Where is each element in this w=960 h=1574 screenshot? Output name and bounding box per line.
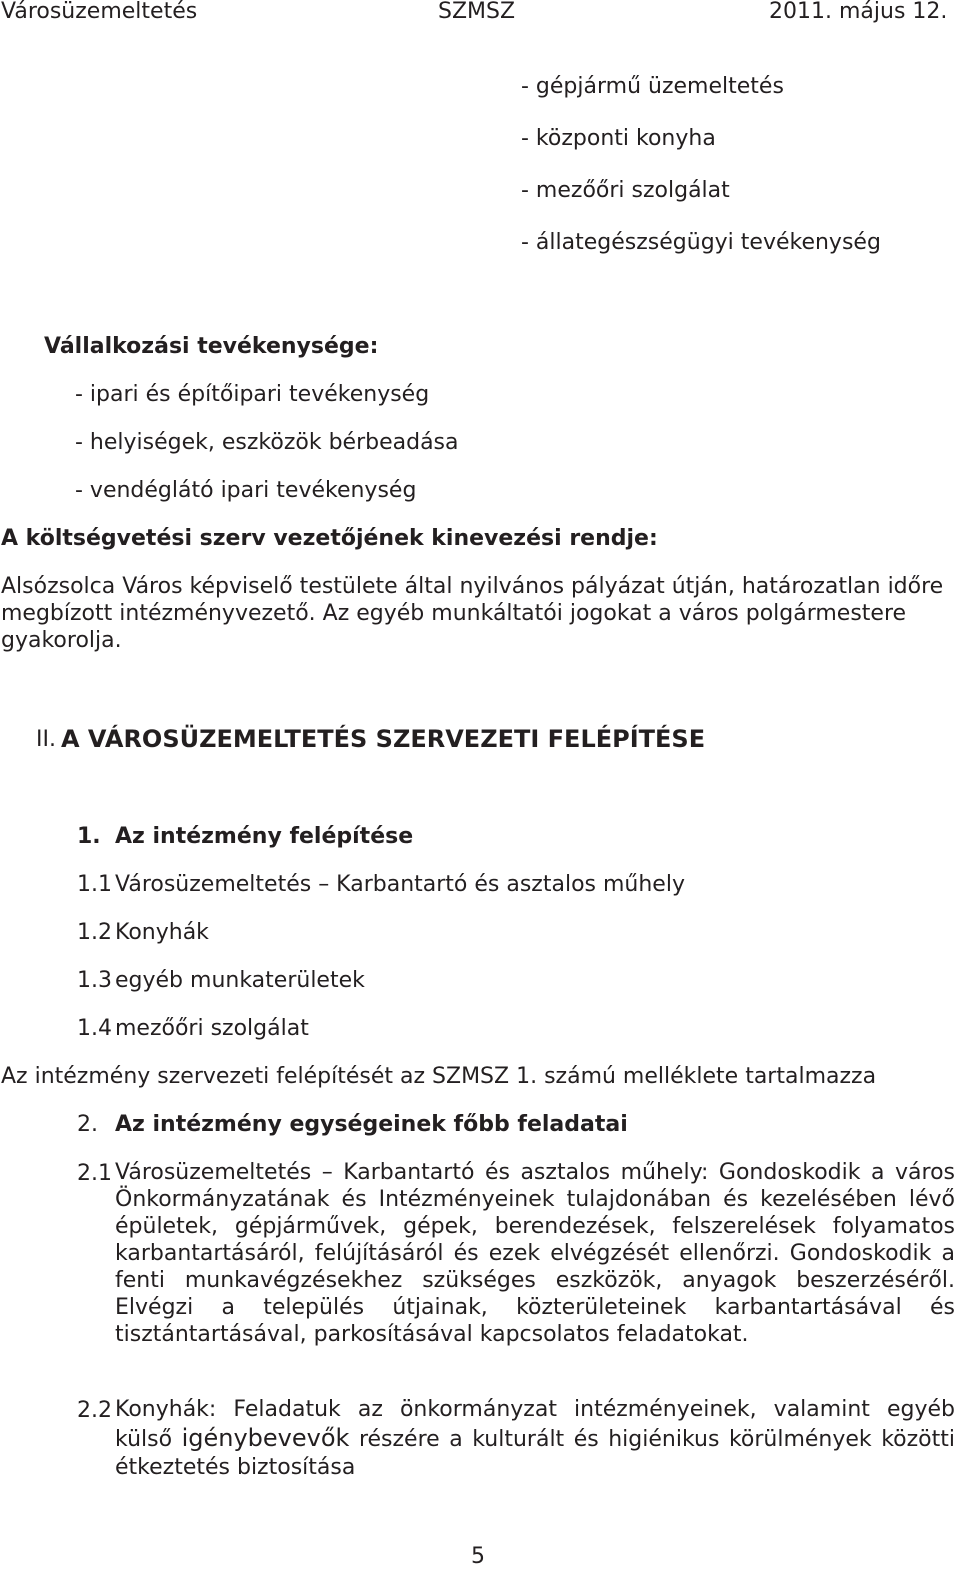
task-paragraph (115, 1396, 955, 1482)
item-number: 1.2 (77, 920, 112, 945)
item-number: 1.3 (77, 968, 112, 993)
list-item: - gépjármű üzemeltetés (521, 74, 784, 99)
list-item: - ipari és építőipari tevékenység (75, 382, 430, 407)
list-item: - mezőőri szolgálat (521, 178, 730, 203)
kinevezes-heading: A költségvetési szerv vezetőjének kinevezési rendje: (1, 526, 658, 551)
item-number: 2.1 (77, 1161, 112, 1186)
section-number: II. (36, 727, 56, 752)
task-text: Konyhák: Feladatuk az önkormányzat intézményeinek, valamint egyéb külső (115, 1397, 955, 1452)
subsection-heading: Az intézmény felépítése (115, 824, 414, 849)
vallalkozasi-heading: Vállalkozási tevékenysége: (44, 334, 379, 359)
task-paragraph: Városüzemeltetés – Karbantartó és asztalos műhely: Gondoskodik a város Önkormányzatának és Intézményeinek tulajdonában és kezelésében lévő épületek, gépjárművek, gépek, berendezések, felszerelések folyamatos karbantartásáról, felújításáról és ezek elvégzését ellenőrzi. Gondoskodik a fenti munkavégzésekhez szükséges eszközök, anyagok beszerzéséről. Elvégzi a település útjainak, közterületeinek karbantartásával és tisztántartásával, parkosításával kapcsolatos feladatokat. (115, 1160, 955, 1347)
item-number: 2.2 (77, 1398, 112, 1423)
subsection-number: 2. (77, 1112, 98, 1137)
section-title: A VÁROSÜZEMELTETÉS SZERVEZETI FELÉPÍTÉSE (61, 725, 706, 753)
subsection-heading: Az intézmény egységeinek főbb feladatai (115, 1112, 628, 1137)
kinevezes-text: Alsózsolca Város képviselő testülete által nyilvános pályázat útján, határozatlan időre megbízott intézményvezető. Az egyéb munkáltatói jogokat a város polgármestere gyakorolja. (1, 574, 944, 653)
subsection-number: 1. (77, 824, 101, 849)
list-item: - központi konyha (521, 126, 716, 151)
list-item: - helyiségek, eszközök bérbeadása (75, 430, 459, 455)
felepites-note: Az intézmény szervezeti felépítését az SZMSZ 1. számú melléklete tartalmazza (1, 1064, 877, 1089)
item-number: 1.4 (77, 1016, 112, 1041)
task-text: részére a kulturált és higiénikus körülmények közötti étkeztetés biztosítása (115, 1427, 955, 1480)
task-text-emph: igénybevevők (181, 1424, 350, 1452)
page-number: 5 (471, 1544, 485, 1569)
header-left: Városüzemeltetés (1, 0, 198, 24)
item-label: Városüzemeltetés – Karbantartó és asztalos műhely (115, 872, 685, 897)
item-label: egyéb munkaterületek (115, 968, 365, 993)
item-label: mezőőri szolgálat (115, 1016, 309, 1041)
list-item: - állategészségügyi tevékenység (521, 230, 881, 255)
header-center: SZMSZ (438, 0, 516, 24)
item-number: 1.1 (77, 872, 112, 897)
item-label: Konyhák (115, 920, 209, 945)
list-item: - vendéglátó ipari tevékenység (75, 478, 417, 503)
header-right: 2011. május 12. (769, 0, 948, 24)
